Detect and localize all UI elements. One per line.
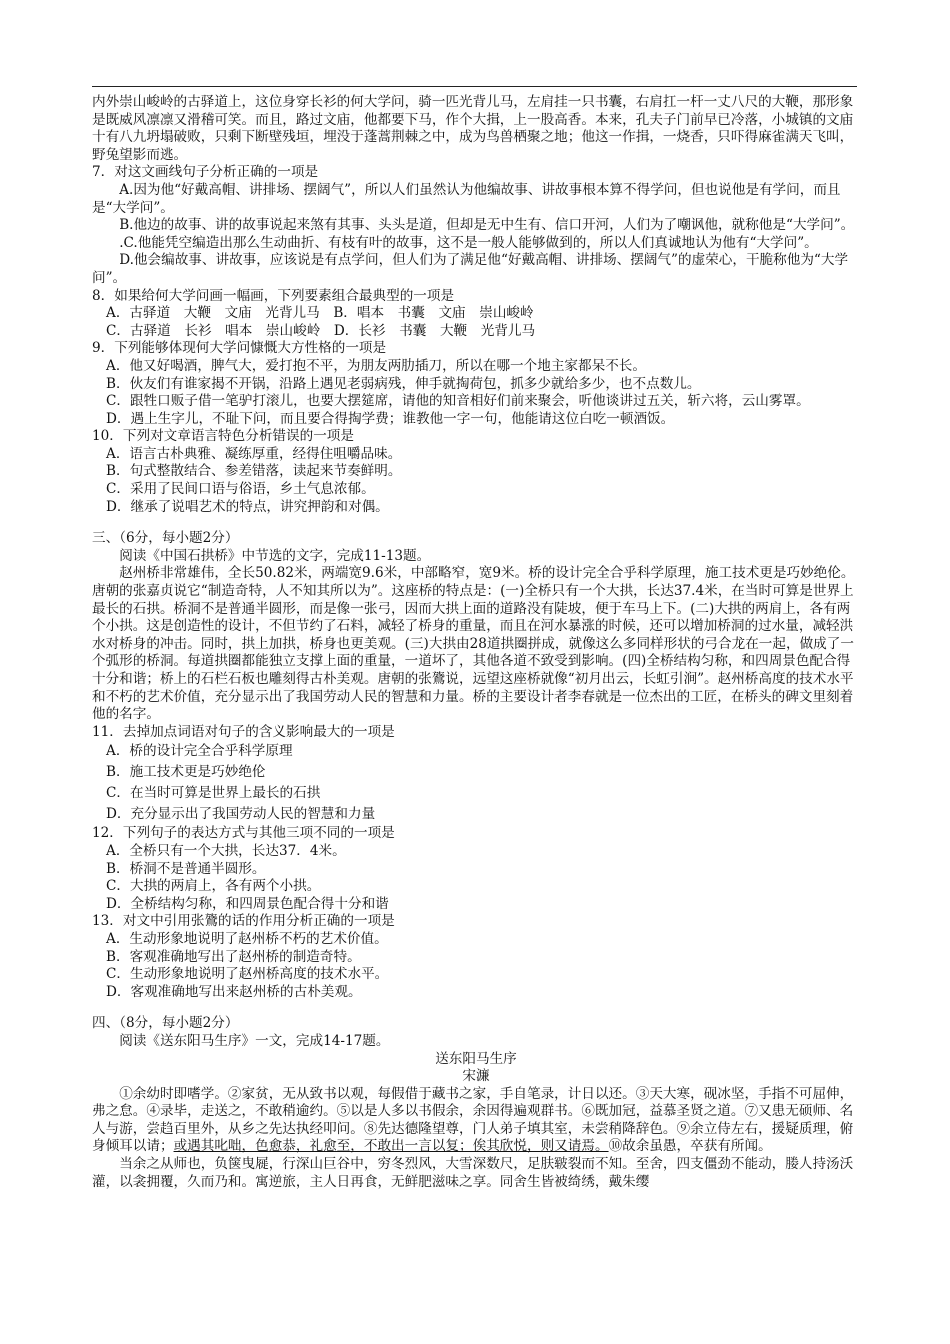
question-9-stem: 9．下列能够体现何大学问慷慨大方性格的一项是 bbox=[92, 340, 387, 357]
question-7-option-a: A.因为他“好戴高帽、讲排场、摆阔气”，所以人们虽然认为他编故事、讲故事根本算不得学问，但也说他是有学问，而且是“大学问”。 bbox=[92, 181, 841, 216]
question-13-option-b: B．客观准确地写出了赵州桥的制造奇特。 bbox=[106, 948, 361, 965]
question-13-stem: 13．对文中引用张鷟的话的作用分析正确的一项是 bbox=[92, 913, 395, 930]
question-9-option-c: C．跟牲口贩子借一笔驴打滚儿，也要大摆筵席，请他的知音相好们前来聚会，听他谈讲过五关，斩六将，云山雾罩。 bbox=[106, 393, 810, 410]
question-8-stem: 8．如果给何大学问画一幅画，下列要素组合最典型的一项是 bbox=[92, 287, 455, 304]
question-10-option-d: D．继承了说唱艺术的特点，讲究押韵和对偶。 bbox=[106, 498, 389, 515]
essay-author: 宋濂 bbox=[462, 1068, 490, 1085]
section-4-heading: 四、（8分，每小题2分） bbox=[92, 1015, 239, 1032]
question-8-options-row-2: C．古驿道 长衫 唱本 崇山峻岭 D．长衫 书囊 大鞭 光背儿马 bbox=[106, 322, 536, 339]
question-7-option-b: B.他边的故事、讲的故事说起来煞有其事、头头是道，但却是无中生有、信口开河，人们为了嘲讽他，就称他是“大学问”。 bbox=[119, 217, 855, 234]
question-10-option-c: C．采用了民间口语与俗语，乡土气息浓郁。 bbox=[106, 481, 375, 498]
question-10-option-a: A．语言古朴典雅、凝练厚重，经得住咀嚼品味。 bbox=[106, 445, 402, 462]
section-4-intro: 阅读《送东阳马生序》一文，完成14-17题。 bbox=[119, 1032, 390, 1049]
document-body bbox=[92, 94, 860, 1191]
question-9-option-a: A．他又好喝酒，脾气大，爱打抱不平，为朋友两肋插刀，所以在哪一个地主家都呆不长。 bbox=[106, 357, 646, 374]
question-13-option-d: D．客观准确地写出来赵州桥的古朴美观。 bbox=[106, 983, 362, 1000]
question-7-stem: 7．对这文画线句子分析正确的一项是 bbox=[92, 164, 319, 181]
question-13-option-a: A．生动形象地说明了赵州桥不朽的艺术价值。 bbox=[106, 930, 388, 947]
section-3-intro: 阅读《中国石拱桥》中节选的文字，完成11-13题。 bbox=[119, 547, 431, 564]
underlined-sentence: 或遇其叱咄，色愈恭，礼愈至，不敢出一言以复；俟其欣悦，则又请焉。 bbox=[173, 1138, 609, 1155]
question-12-option-c: C．大拱的两肩上，各有两个小拱。 bbox=[106, 878, 321, 895]
question-9-option-d: D．遇上生字儿，不耻下问，而且要合得掏学费；谁教他一字一句，他能请这位白吃一顿酒饭。 bbox=[106, 410, 675, 427]
question-10-stem: 10．下列对文章语言特色分析错误的一项是 bbox=[92, 428, 354, 445]
question-12-stem: 12．下列句子的表达方式与其他三项不同的一项是 bbox=[92, 825, 395, 842]
question-11-option-d: D．充分显示出了我国劳动人民的智慧和力量 bbox=[106, 806, 376, 823]
question-13-option-c: C．生动形象地说明了赵州桥高度的技术水平。 bbox=[106, 966, 389, 983]
question-12-option-b: B．桥洞不是普通半圆形。 bbox=[106, 860, 266, 877]
question-7-option-d: D.他会编故事、讲故事，应该说是有点学问，但人们为了满足他“好戴高帽、讲排场、摆阔气”的虚荣心，干脆称他为“大学问”。 bbox=[92, 252, 849, 286]
question-11-option-c: C．在当时可算是世界上最长的石拱 bbox=[106, 785, 321, 802]
question-11-option-b: B．施工技术更是巧妙绝伦 bbox=[106, 764, 266, 781]
question-12-option-a: A．全桥只有一个大拱，长达37．4米。 bbox=[106, 842, 346, 859]
section-3-passage: 赵州桥非常雄伟，全长50.82米，两端宽9.6米，中部略窄，宽9米。桥的设计完全合乎科学原理，施工技术更是巧妙绝伦。唐朝的张嘉贞说它“制造奇特，人不知其所以为”。这座桥的特点是：(一)全桥只有一个大拱，长达37.4米，在当时可算是世界上最长的石拱。桥洞不是普通半圆形，而是像一张弓，因而大拱上面的道路没有陡坡，便于车马上下。(二)大拱的两肩上，各有两个小拱。这是创造性的设计，不但节约了石料，减轻了桥身的重量，而且在河水暴涨的时候，还可以增加桥洞的过水量，减轻洪水对桥身的冲击。同时，拱上加拱，桥身也更美观。(三)大拱由28道拱圈拼成，就像这么多同样形状的弓合龙在一起，做成了一个弧形的桥洞。每道拱圈都能独立支撑上面的重量，一道坏了，其他各道不致受到影响。(四)全桥结构匀称，和四周景色配合得十分和谐；桥上的石栏石板也雕刻得古朴美观。唐朝的张鷟说，远望这座桥就像“初月出云，长虹引涧”。赵州桥高度的技术水平和不朽的艺术价值，充分显示出了我国劳动人民的智慧和力量。桥的主要设计者李春就是一位杰出的工匠，在桥头的碑文里刻着他的名字。 bbox=[92, 565, 855, 723]
header-rule bbox=[92, 86, 857, 87]
question-12-option-d: D．全桥结构匀称，和四周景色配合得十分和谐 bbox=[106, 895, 389, 912]
question-10-option-b: B．句式整散结合、参差错落，读起来节奏鲜明。 bbox=[106, 463, 402, 480]
essay-paragraph-1-main: ①余幼时即嗜学。②家贫，无从致书以观，每假借于藏书之家，手自笔录，计日以还。③天大寒，砚冰坚，手指不可屈伸，弗之怠。④录毕，走送之，不敢稍逾约。⑤以是人多以书假余，余因得遍观群书。⑥既加冠，益慕圣贤之道。⑦又患无硕师、名人与游，尝趋百里外，从乡之先达执经叩问。⑧先达德隆望尊，门人弟子填其室，未尝稍降辞色。⑨余立侍左右，援疑质理，俯身倾耳以请； bbox=[92, 1085, 854, 1155]
essay-title: 送东阳马生序 bbox=[435, 1050, 517, 1067]
question-11-option-a: A．桥的设计完全合乎科学原理 bbox=[106, 743, 293, 760]
section-3-heading: 三、（6分，每小题2分） bbox=[92, 530, 239, 547]
question-8-options-row-1: A．古驿道 大鞭 文庙 光背儿马 B．唱本 书囊 文庙 崇山峻岭 bbox=[106, 305, 534, 322]
essay-paragraph-2: 当余之从师也，负箧曳屣，行深山巨谷中，穷冬烈风，大雪深数尺，足肤皲裂而不知。至舍，四支僵劲不能动，媵人持汤沃灌，以衾拥覆，久而乃和。寓逆旅，主人日再食，无鲜肥滋味之享。同舍生皆被绮绣，戴朱缨 bbox=[92, 1156, 854, 1190]
question-9-option-b: B．伙友们有谁家揭不开锅，沿路上遇见老弱病残，伸手就掏荷包，抓多少就给多少，也不点数儿。 bbox=[106, 375, 701, 392]
question-11-stem: 11．去掉加点词语对句子的含义影响最大的一项是 bbox=[92, 723, 395, 740]
essay-paragraph-1-end: ⑩故余虽愚，卒获有所闻。 bbox=[608, 1138, 772, 1155]
question-7-option-c: .C.他能凭空编造出那么生动曲折、有枝有叶的故事，这不是一般人能够做到的，所以人们真诚地认为他有“大学问”。 bbox=[119, 234, 818, 251]
passage-top: 内外崇山峻岭的古驿道上，这位身穿长衫的何大学问，骑一匹光背儿马，左肩挂一只书囊，右肩扛一杆一丈八尺的大鞭，那形象是既威风凛凛又滑稽可笑。而且，路过文庙，他都要下马，作个大揖，上一股高香。本来，孔夫子门前早已冷落，小城镇的文庙十有八九坍塌破败，只剩下断壁残垣，埋没于蓬蒿荆棘之中，成为鸟兽栖聚之地；他这一作揖，一烧香，只吓得麻雀满天飞叫，野兔望影而逃。 bbox=[92, 94, 854, 163]
essay-paragraph-1 bbox=[92, 1086, 860, 1156]
